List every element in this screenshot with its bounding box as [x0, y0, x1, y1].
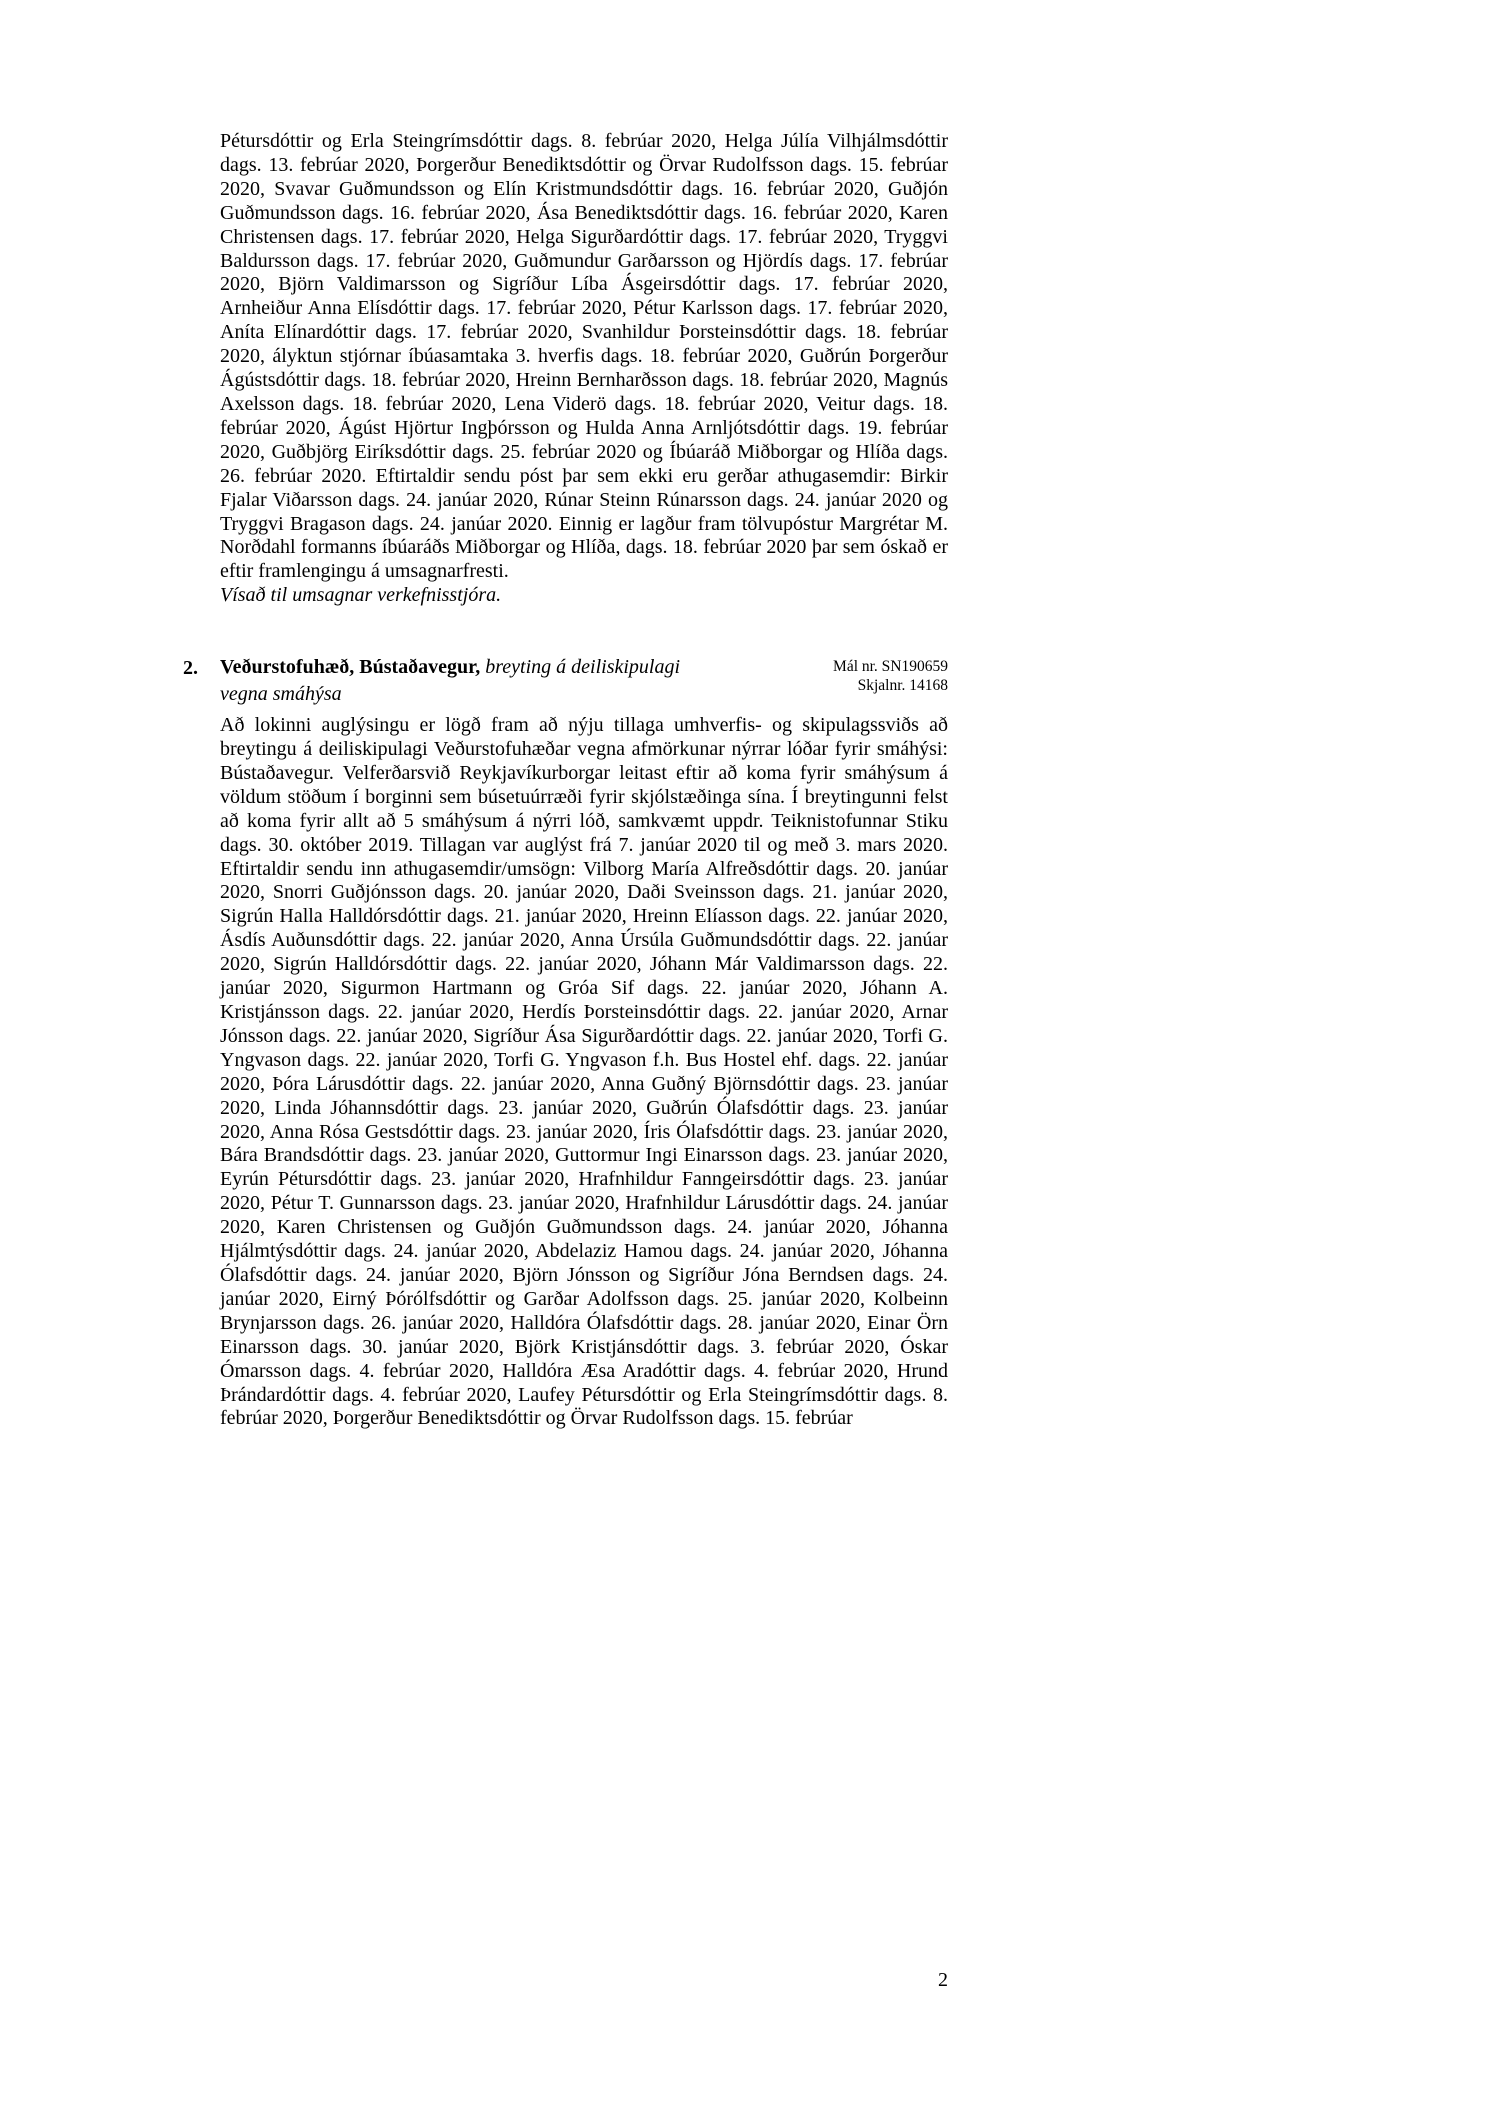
item2-title: [220, 654, 710, 708]
item2-document-number: Skjalnr. 14168: [857, 677, 948, 695]
item1-continuation-body: Pétursdóttir og Erla Steingrímsdóttir dags. 8. febrúar 2020, Helga Júlía Vilhjálmsdóttir dags. 13. febrúar 2020, Þorgerður Benediktsdóttir og Örvar Rudolfsson dags. 15. febrúar 2020, Svavar Guðmundsson og Elín Kristmundsdóttir dags. 16. febrúar 2020, Guðjón Guðmundsson dags. 16. febrúar 2020, Ása Benediktsdóttir dags. 16. febrúar 2020, Karen Christensen dags. 17. febrúar 2020, Helga Sigurðardóttir dags. 17. febrúar 2020, Tryggvi Baldursson dags. 17. febrúar 2020, Guðmundur Garðarsson og Hjördís dags. 17. febrúar 2020, Björn Valdimarsson og Sigríður Líba Ásgeirsdóttir dags. 17. febrúar 2020, Arnheiður Anna Elísdóttir dags. 17. febrúar 2020, Pétur Karlsson dags. 17. febrúar 2020, Aníta Elínardóttir dags. 17. febrúar 2020, Svanhildur Þorsteinsdóttir dags. 18. febrúar 2020, ályktun stjórnar íbúasamtaka 3. hverfis dags. 18. febrúar 2020, Guðrún Þorgerður Ágústsdóttir dags. 18. febrúar 2020, Hreinn Bernharðsson dags. 18. febrúar 2020, Magnús Axelsson dags. 18. febrúar 2020, Lena Viderö dags. 18. febrúar 2020, Veitur dags. 18. febrúar 2020, Ágúst Hjörtur Ingþórsson og Hulda Anna Arnljótsdóttir dags. 19. febrúar 2020, Guðbjörg Eiríksdóttir dags. 25. febrúar 2020 og Íbúaráð Miðborgar og Hlíða dags. 26. febrúar 2020. Eftirtaldir sendu póst þar sem ekki eru gerðar athugasemdir: Birkir Fjalar Viðarsson dags. 24. janúar 2020, Rúnar Steinn Rúnarsson dags. 24. janúar 2020 og Tryggvi Bragason dags. 24. janúar 2020. Einnig er lagður fram tölvupóstur Margrétar M. Norðdahl formanns íbúaráðs Miðborgar og Hlíða, dags. 18. febrúar 2020 þar sem óskað er eftir framlengingu á umsagnarfresti.: [220, 130, 948, 583]
agenda-item-2: [183, 654, 948, 1431]
item2-title-description: breyting á deiliskipulagi vegna smáhýsa: [220, 656, 681, 706]
item2-case-number: Mál nr. SN190659: [833, 658, 948, 676]
item1-decision: Vísað til umsagnar verkefnisstjóra.: [220, 584, 502, 607]
item2-number: 2.: [183, 657, 198, 680]
page-content: [183, 130, 948, 1431]
item2-body: Að lokinni auglýsingu er lögð fram að nýju tillaga umhverfis- og skipulagssviðs að breytingu á deiliskipulagi Veðurstofuhæðar vegna afmörkunar nýrrar lóðar fyrir smáhýsi: Bústaðavegur. Velferðarsvið Reykjavíkurborgar leitast eftir að koma fyrir smáhýsum á völdum stöðum í borginni sem búsetuúrræði fyrir skjólstæðinga sína. Í breytingunni felst að koma fyrir allt að 5 smáhýsum á nýrri lóð, samkvæmt uppdr. Teiknistofunnar Stiku dags. 30. október 2019. Tillagan var auglýst frá 7. janúar 2020 til og með 3. mars 2020. Eftirtaldir sendu inn athugasemdir/umsögn: Vilborg María Alfreðsdóttir dags. 20. janúar 2020, Snorri Guðjónsson dags. 20. janúar 2020, Daði Sveinsson dags. 21. janúar 2020, Sigrún Halla Halldórsdóttir dags. 21. janúar 2020, Hreinn Elíasson dags. 22. janúar 2020, Ásdís Auðunsdóttir dags. 22. janúar 2020, Anna Úrsúla Guðmundsdóttir dags. 22. janúar 2020, Sigrún Halldórsdóttir dags. 22. janúar 2020, Jóhann Már Valdimarsson dags. 22. janúar 2020, Sigurmon Hartmann og Gróa Sif dags. 22. janúar 2020, Jóhann A. Kristjánsson dags. 22. janúar 2020, Herdís Þorsteinsdóttir dags. 22. janúar 2020, Arnar Jónsson dags. 22. janúar 2020, Sigríður Ása Sigurðardóttir dags. 22. janúar 2020, Torfi G. Yngvason dags. 22. janúar 2020, Torfi G. Yngvason f.h. Bus Hostel ehf. dags. 22. janúar 2020, Þóra Lárusdóttir dags. 22. janúar 2020, Anna Guðný Björnsdóttir dags. 23. janúar 2020, Linda Jóhannsdóttir dags. 23. janúar 2020, Guðrún Ólafsdóttir dags. 23. janúar 2020, Anna Rósa Gestsdóttir dags. 23. janúar 2020, Íris Ólafsdóttir dags. 23. janúar 2020, Bára Brandsdóttir dags. 23. janúar 2020, Guttormur Ingi Einarsson dags. 23. janúar 2020, Eyrún Pétursdóttir dags. 23. janúar 2020, Hrafnhildur Fanngeirsdóttir dags. 23. janúar 2020, Pétur T. Gunnarsson dags. 23. janúar 2020, Hrafnhildur Lárusdóttir dags. 24. janúar 2020, Karen Christensen og Guðjón Guðmundsson dags. 24. janúar 2020, Jóhanna Hjálmtýsdóttir dags. 24. janúar 2020, Abdelaziz Hamou dags. 24. janúar 2020, Jóhanna Ólafsdóttir dags. 24. janúar 2020, Björn Jónsson og Sigríður Jóna Berndsen dags. 24. janúar 2020, Eirný Þórólfsdóttir og Garðar Adolfsson dags. 25. janúar 2020, Kolbeinn Brynjarsson dags. 26. janúar 2020, Halldóra Ólafsdóttir dags. 28. janúar 2020, Einar Örn Einarsson dags. 30. janúar 2020, Björk Kristjánsdóttir dags. 3. febrúar 2020, Óskar Ómarsson dags. 4. febrúar 2020, Halldóra Æsa Aradóttir dags. 4. febrúar 2020, Hrund Þrándardóttir dags. 4. febrúar 2020, Laufey Pétursdóttir og Erla Steingrímsdóttir dags. 8. febrúar 2020, Þorgerður Benediktsdóttir og Örvar Rudolfsson dags. 15. febrúar: [220, 714, 948, 1430]
item2-title-address: Veðurstofuhæð, Bústaðavegur,: [220, 656, 481, 679]
item2-references: [833, 654, 948, 695]
page-number: 2: [938, 1969, 948, 1991]
item2-heading: [220, 654, 948, 708]
